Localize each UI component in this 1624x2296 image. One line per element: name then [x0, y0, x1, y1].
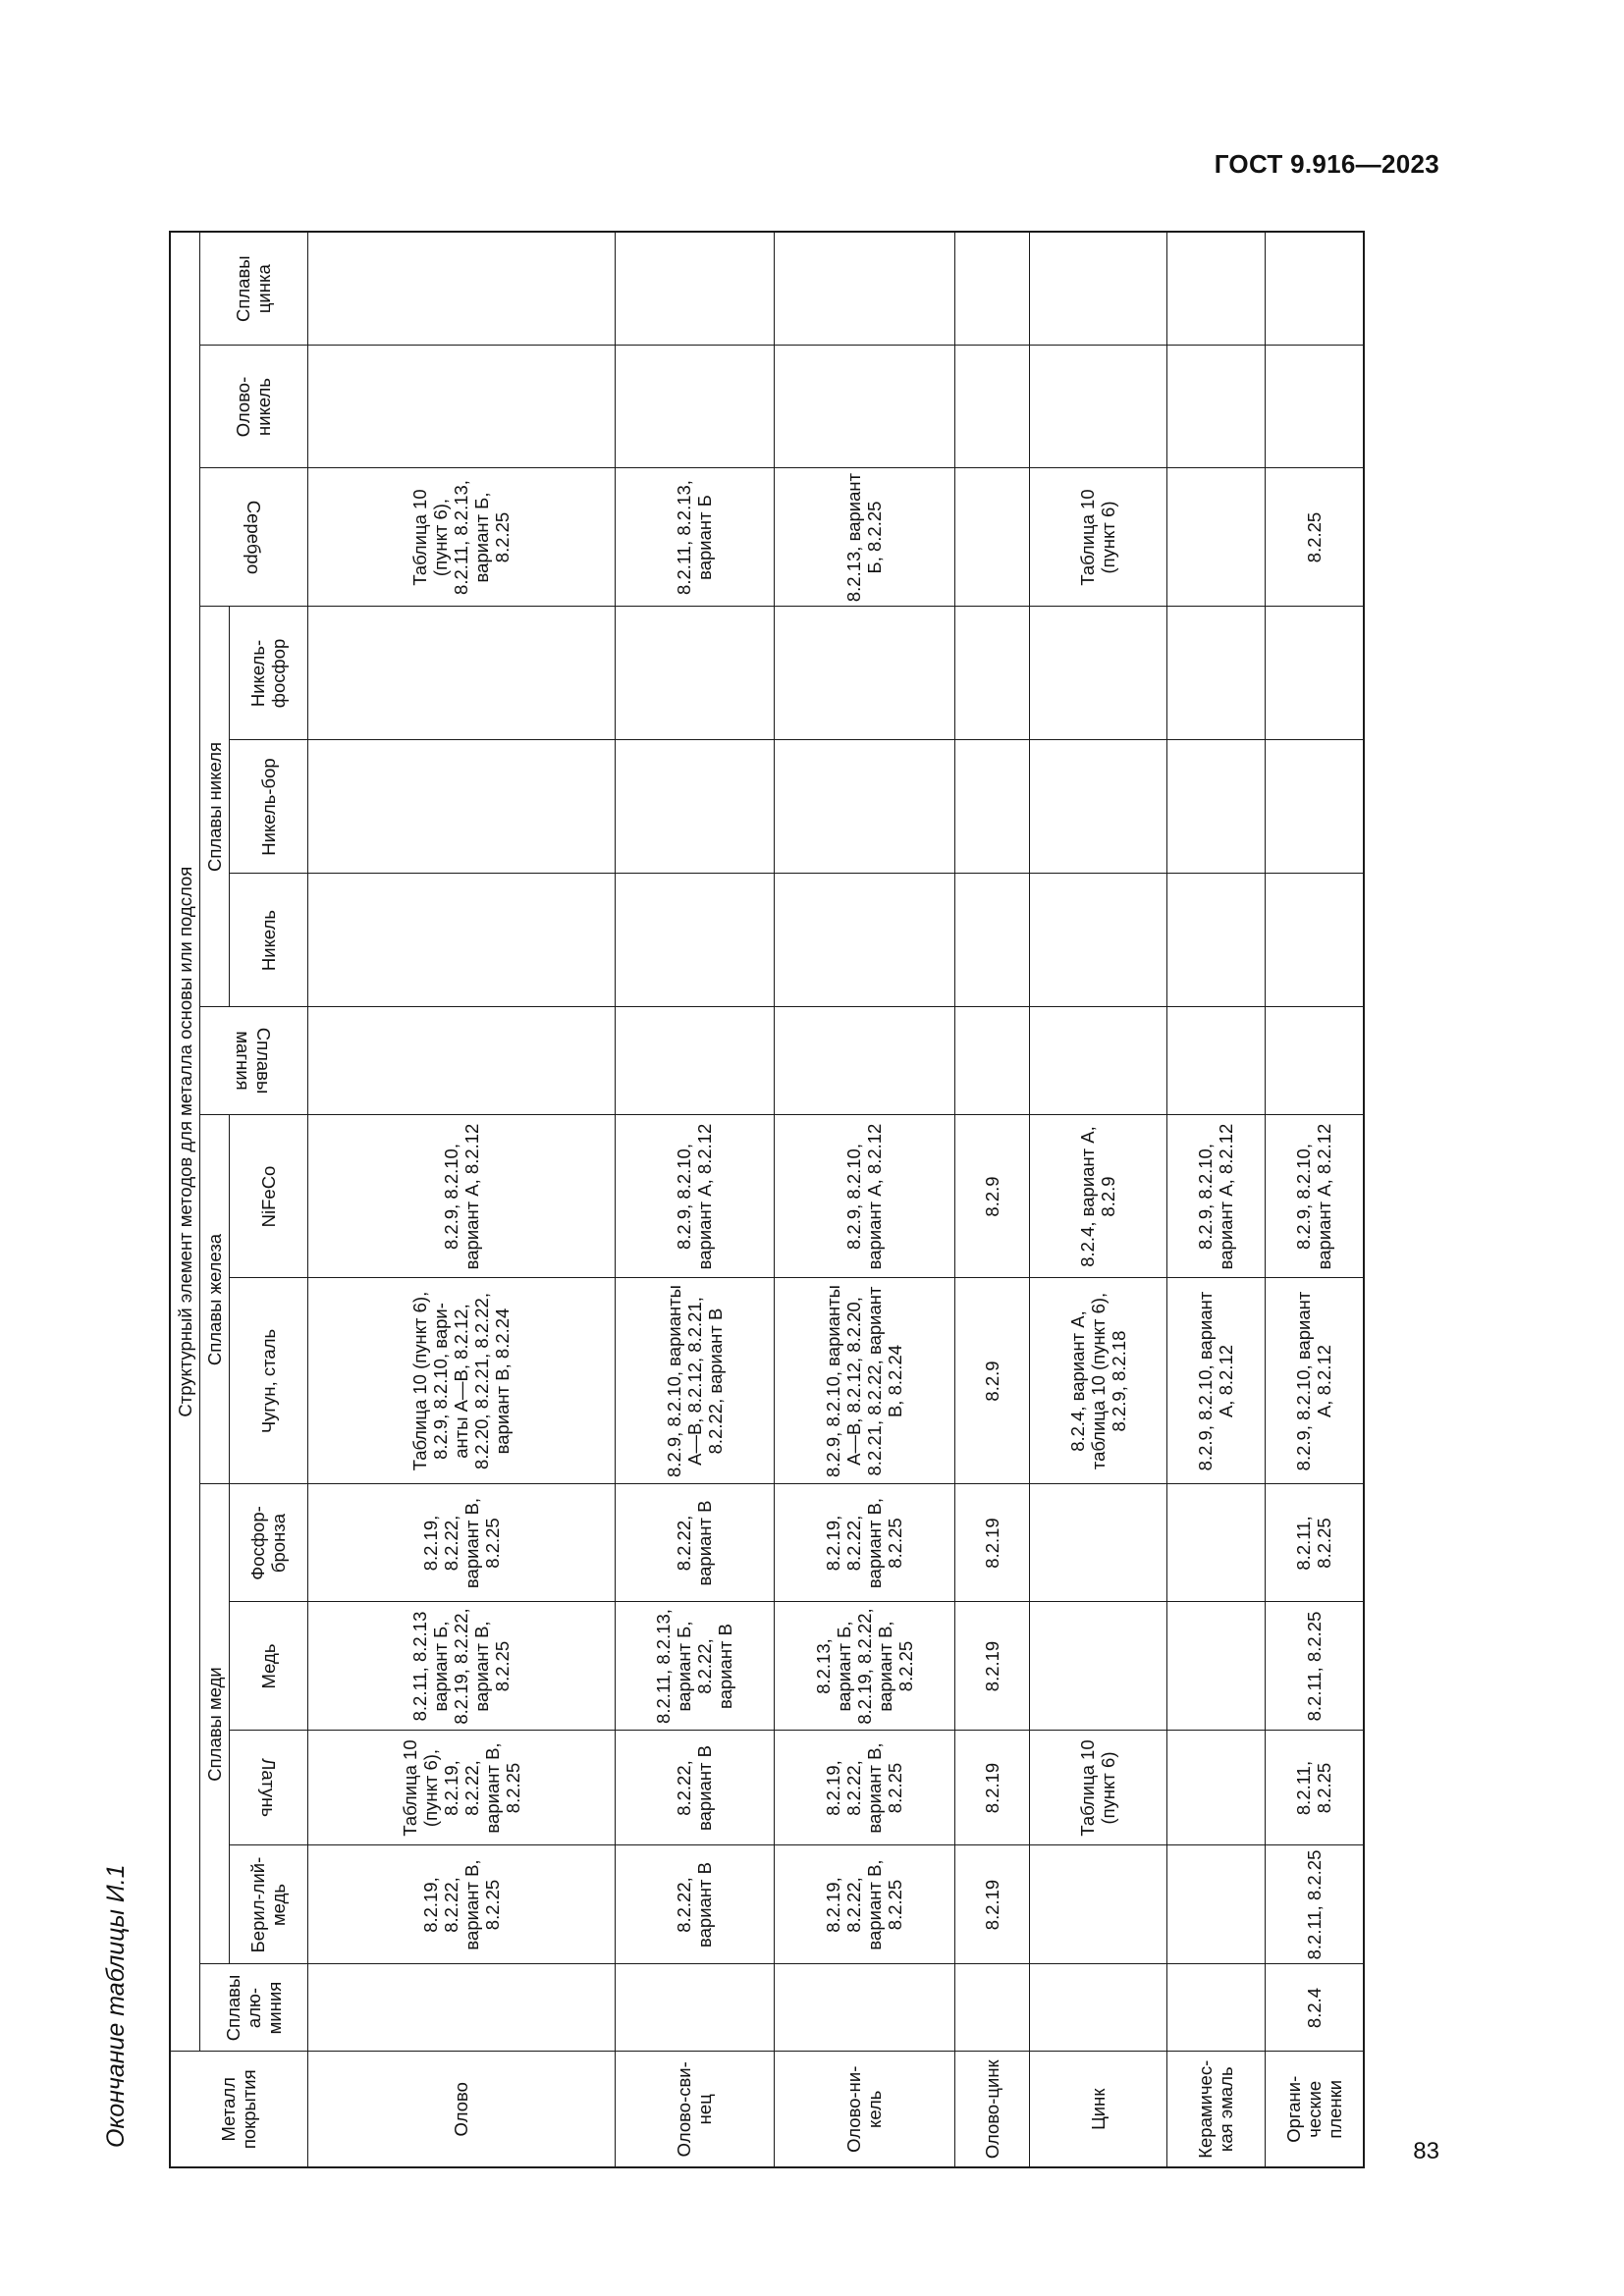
group-title: Структурный элемент методов для металла основы или подслоя [170, 232, 199, 2052]
table-cell [1029, 607, 1166, 740]
corner-header: Металл покрытия [170, 2052, 307, 2167]
col-phosphor-bronze: Фосфор-бронза [229, 1484, 307, 1602]
row-header: Олово-ни-кель [774, 2052, 954, 2167]
standard-number: ГОСТ 9.916—2023 [1214, 149, 1439, 179]
table-cell: 8.2.9, 8.2.10, варианты А—В, 8.2.12, 8.2.20, 8.2.21, 8.2.22, вариант В, 8.2.24 [774, 1278, 954, 1484]
table-cell: 8.2.11, 8.2.13 вариант Б, 8.2.19, 8.2.22, вариант В, 8.2.25 [307, 1602, 615, 1731]
table-cell [1029, 1484, 1166, 1602]
table-cell [1166, 1007, 1265, 1115]
table-cell: 8.2.19, 8.2.22, вариант В, 8.2.25 [774, 1731, 954, 1845]
table-cell: 8.2.4, вариант А, таблица 10 (пункт 6), 8.2.9, 8.2.18 [1029, 1278, 1166, 1484]
table-cell [1166, 468, 1265, 607]
table-cell [1166, 607, 1265, 740]
table-row [954, 232, 1029, 2167]
table-row [615, 232, 774, 2167]
table-cell [1265, 874, 1364, 1007]
table-row [774, 232, 954, 2167]
table-cell [1029, 1007, 1166, 1115]
table-cell: 8.2.11, 8.2.25 [1265, 1845, 1364, 1964]
table-cell [1166, 874, 1265, 1007]
table-cell [1029, 1602, 1166, 1731]
table-cell: 8.2.19 [954, 1845, 1029, 1964]
table-cell [954, 607, 1029, 740]
table-cell [1265, 232, 1364, 346]
table-cell [954, 232, 1029, 346]
col-brass [229, 1731, 307, 1845]
col-tin-nickel: Олово-никель [199, 346, 307, 468]
table-cell [774, 232, 954, 346]
table-cell [954, 740, 1029, 874]
row-header: Олово [307, 2052, 615, 2167]
col-beryllium-copper: Берил-лий-медь [229, 1845, 307, 1964]
table-cell [954, 468, 1029, 607]
table-cell [954, 874, 1029, 1007]
table-cell [1029, 1845, 1166, 1964]
table-cell: 8.2.19 [954, 1731, 1029, 1845]
table-cell: 8.2.9, 8.2.10, варианты А—В, 8.2.12, 8.2.21, 8.2.22, вариант В [615, 1278, 774, 1484]
table-cell [615, 740, 774, 874]
table-cell: 8.2.19 [954, 1484, 1029, 1602]
table-cell [774, 346, 954, 468]
table-cell [307, 874, 615, 1007]
table-cell: 8.2.19, 8.2.22, вариант В, 8.2.25 [307, 1845, 615, 1964]
table-cell [307, 740, 615, 874]
col-nickel-phosphorus: Никель-фосфор [229, 607, 307, 740]
row-header: Олово-цинк [954, 2052, 1029, 2167]
table-cell [615, 607, 774, 740]
table-cell: 8.2.9, 8.2.10, вариант А, 8.2.12 [1265, 1115, 1364, 1278]
table-cell: 8.2.19 [954, 1602, 1029, 1731]
col-zinc: Сплавы цинка [199, 232, 307, 346]
table-cell [954, 346, 1029, 468]
table-cell [1265, 740, 1364, 874]
table-row [1029, 232, 1166, 2167]
table-cell: 8.2.25 [1265, 468, 1364, 607]
col-silver [199, 468, 307, 607]
table-cell [1029, 1964, 1166, 2052]
row-header: Цинк [1029, 2052, 1166, 2167]
table-cell: 8.2.11, 8.2.13, вариант Б, 8.2.22, вариант В [615, 1602, 774, 1731]
table-row [1166, 232, 1265, 2167]
table-cell [774, 1007, 954, 1115]
table-cell [1166, 740, 1265, 874]
table-caption: Окончание таблицы И.1 [102, 1864, 130, 2148]
group-nickel: Сплавы никеля [199, 607, 229, 1007]
col-nifeco: NiFeCo [229, 1115, 307, 1278]
table-cell [615, 346, 774, 468]
table-cell [1166, 346, 1265, 468]
rotated-table-wrapper [169, 233, 1343, 2168]
col-nickel: Никель [229, 874, 307, 1007]
table-cell: 8.2.22, вариант В [615, 1484, 774, 1602]
table-cell [1265, 1007, 1364, 1115]
table-cell: 8.2.4, вариант А, 8.2.9 [1029, 1115, 1166, 1278]
table-cell: 8.2.9, 8.2.10, вариант А, 8.2.12 [307, 1115, 615, 1278]
table-cell: Таблица 10 (пункт 6) [1029, 468, 1166, 607]
table-cell [615, 232, 774, 346]
table-cell [1029, 232, 1166, 346]
group-copper: Сплавы меди [199, 1484, 229, 1964]
table-row [307, 232, 615, 2167]
table-cell [954, 1964, 1029, 2052]
group-iron: Сплавы железа [199, 1115, 229, 1484]
table-cell [307, 607, 615, 740]
table-cell [615, 1007, 774, 1115]
table-cell [1166, 232, 1265, 346]
table-cell [1265, 607, 1364, 740]
methods-table [169, 231, 1365, 2168]
table-cell: 8.2.4 [1265, 1964, 1364, 2052]
table-cell: 8.2.22, вариант В [615, 1731, 774, 1845]
table-cell: Таблица 10 (пункт 6), 8.2.19, 8.2.22, вариант В, 8.2.25 [307, 1731, 615, 1845]
table-cell [774, 874, 954, 1007]
table-cell [307, 346, 615, 468]
col-magnesium [199, 1007, 307, 1115]
table-cell: Таблица 10 (пункт 6), 8.2.11, 8.2.13, вариант Б, 8.2.25 [307, 468, 615, 607]
silver-label: Серебро [243, 500, 264, 575]
col-aluminium: Сплавы алю-миния [199, 1964, 307, 2052]
col-cast-iron-steel: Чугун, сталь [229, 1278, 307, 1484]
table-cell: 8.2.9 [954, 1115, 1029, 1278]
table-cell: 8.2.13, вариант Б, 8.2.25 [774, 468, 954, 607]
row-header: Керамичес-кая эмаль [1166, 2052, 1265, 2167]
brass-label: Латунь [257, 1758, 279, 1818]
table-cell [774, 740, 954, 874]
table-cell: 8.2.9, 8.2.10, вариант А, 8.2.12 [774, 1115, 954, 1278]
table-cell [1166, 1964, 1265, 2052]
table-cell [307, 1964, 615, 2052]
table-cell [307, 232, 615, 346]
table-cell: 8.2.19, 8.2.22, вариант В, 8.2.25 [774, 1845, 954, 1964]
table-cell [774, 607, 954, 740]
table-cell [1166, 1845, 1265, 1964]
col-copper: Медь [229, 1602, 307, 1731]
table-cell: 8.2.11, 8.2.25 [1265, 1484, 1364, 1602]
table-cell [1265, 346, 1364, 468]
table-cell [774, 1964, 954, 2052]
table-cell: 8.2.11, 8.2.13, вариант Б [615, 468, 774, 607]
table-cell [1166, 1731, 1265, 1845]
table-cell: 8.2.9, 8.2.10, вариант А, 8.2.12 [1265, 1278, 1364, 1484]
table-body [307, 232, 1364, 2167]
table-cell [615, 874, 774, 1007]
table-cell: 8.2.9, 8.2.10, вариант А, 8.2.12 [615, 1115, 774, 1278]
table-cell: 8.2.9, 8.2.10, вариант А, 8.2.12 [1166, 1278, 1265, 1484]
table-cell: 8.2.9, 8.2.10, вариант А, 8.2.12 [1166, 1115, 1265, 1278]
table-cell [1166, 1602, 1265, 1731]
table-cell: 8.2.13, вариант Б, 8.2.19, 8.2.22, вариант В, 8.2.25 [774, 1602, 954, 1731]
table-cell: 8.2.11, 8.2.25 [1265, 1602, 1364, 1731]
table-cell: Таблица 10 (пункт 6), 8.2.9, 8.2.10, вари-анты А—В, 8.2.12, 8.2.20, 8.2.21, 8.2.22, вариант В, 8.2.24 [307, 1278, 615, 1484]
table-cell [615, 1964, 774, 2052]
magnesium-label: Сплавы магния [233, 1028, 274, 1095]
col-nickel-boron: Никель-бор [229, 740, 307, 874]
row-header: Олово-сви-нец [615, 2052, 774, 2167]
table-cell [954, 1007, 1029, 1115]
table-cell: 8.2.9 [954, 1278, 1029, 1484]
page-number: 83 [1413, 2138, 1439, 2164]
table-cell: 8.2.19, 8.2.22, вариант В, 8.2.25 [774, 1484, 954, 1602]
table-cell [307, 1007, 615, 1115]
table-cell [1029, 346, 1166, 468]
table-cell [1029, 740, 1166, 874]
table-cell [1166, 1484, 1265, 1602]
table-cell: Таблица 10 (пункт 6) [1029, 1731, 1166, 1845]
table-cell: 8.2.19, 8.2.22, вариант В, 8.2.25 [307, 1484, 615, 1602]
table-cell: 8.2.22, вариант В [615, 1845, 774, 1964]
row-header: Органи-ческие пленки [1265, 2052, 1364, 2167]
table-row [1265, 232, 1364, 2167]
table-cell: 8.2.11, 8.2.25 [1265, 1731, 1364, 1845]
table-cell [1029, 874, 1166, 1007]
